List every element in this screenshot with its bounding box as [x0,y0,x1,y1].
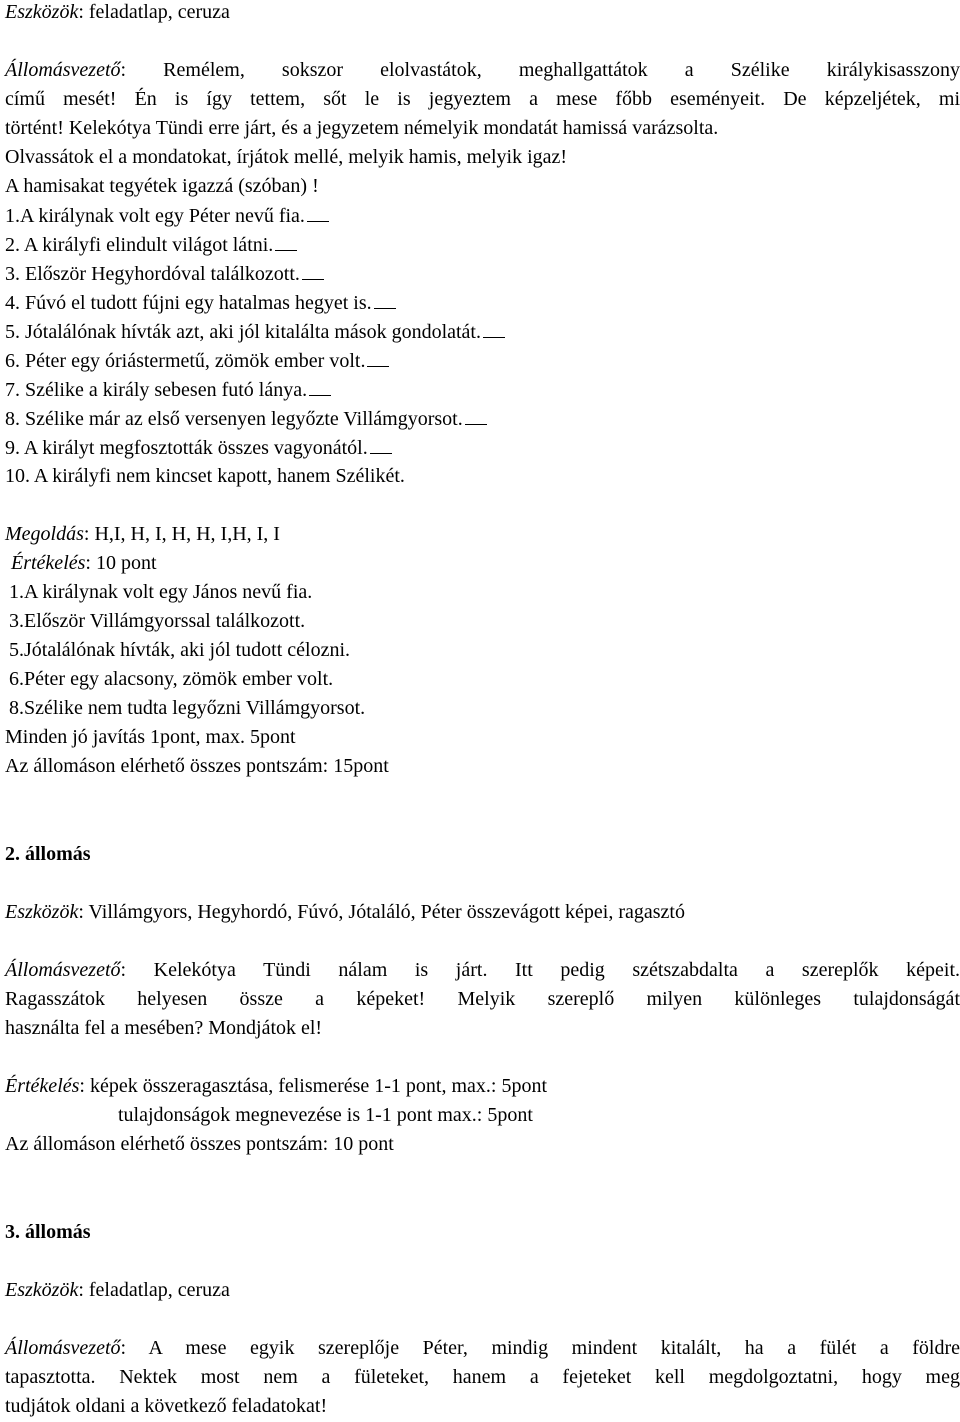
station-total: Az állomáson elérhető összes pontszám: 10 pont [5,1133,394,1155]
answer-blank[interactable] [307,203,329,222]
statement-text: 10. A királyfi nem kincset kapott, hanem Szélikét. [5,465,405,487]
leader-line-1 [5,1336,960,1360]
leader-line-3: használta fel a mesében? Mondjátok el! [5,1017,323,1039]
station-3-heading: 3. állomás [5,1221,91,1243]
statement-text: 6. Péter egy óriástermetű, zömök ember volt. [5,350,366,372]
statement-text: 5. Jótalálónak hívták azt, aki jól kitalálta mások gondolatát. [5,321,481,343]
leader-line-2: tapasztotta. Nektek most nem a fületeket, hanem a fejeteket kell megdolgoztatni, hogy meg [5,1366,960,1388]
correction-points: Minden jó javítás 1pont, max. 5pont [5,726,296,748]
evaluation-keyword: Értékelés [5,1075,80,1097]
leader-keyword: Állomásvezető [5,59,121,81]
evaluation-keyword: Értékelés [11,552,86,574]
evaluation-line [11,551,157,575]
statement-text: 8. Szélike már az első versenyen legyőzte Villámgyorsot. [5,408,463,430]
statement-text: 7. Szélike a király sebesen futó lánya. [5,379,308,401]
answer-blank[interactable] [483,319,505,338]
leader-line-3: történt! Kelekótya Tündi erre járt, és a jegyzetem némelyik mondatát hamissá varázsolta. [5,117,719,139]
answer-blank[interactable] [367,348,389,367]
statement-2 [5,232,297,257]
statement-10 [5,464,405,488]
solution-text: : H,I, H, I, H, H, I,H, I, I [83,523,280,545]
statement-text: 9. A királyt megfosztották összes vagyonától. [5,437,368,459]
leader-text: : A mese egyik szereplője Péter, mindig mindent kitalált, ha a fülét a földre [120,1337,960,1359]
correction-1: 1.A királynak volt egy János nevű fia. [9,581,313,603]
answer-blank[interactable] [370,435,392,454]
leader-line-4: Olvassátok el a mondatokat, írjátok mellé, melyik hamis, melyik igaz! [5,146,568,168]
leader-line-2: Ragasszátok helyesen össze a képeket! Melyik szereplő milyen különleges tulajdonságát [5,988,960,1010]
statement-6 [5,348,389,373]
leader-text: : Kelekótya Tündi nálam is járt. Itt pedig szétszabdalta a szereplők képeit. [120,959,960,981]
statement-text: 4. Fúvó el tudott fújni egy hatalmas hegyet is. [5,292,372,314]
leader-line-1 [5,58,960,82]
tools-line [5,900,685,924]
leader-keyword: Állomásvezető [5,1337,121,1359]
statement-text: 1.A királynak volt egy Péter nevű fia. [5,205,305,227]
statement-text: 3. Először Hegyhordóval találkozott. [5,263,300,285]
statement-5 [5,319,505,344]
leader-line-3: tudjátok oldani a következő feladatokat! [5,1395,328,1417]
leader-keyword: Állomásvezető [5,959,121,981]
answer-blank[interactable] [275,232,297,251]
leader-line-5: A hamisakat tegyétek igazzá (szóban) ! [5,175,319,197]
tools-keyword: Eszközök [5,1279,79,1301]
answer-blank[interactable] [374,290,396,309]
correction-2: 3.Először Villámgyorssal találkozott. [9,610,306,632]
tools-text: : feladatlap, ceruza [78,1279,230,1301]
tools-line [5,0,230,24]
answer-blank[interactable] [309,377,331,396]
evaluation-text: : képek összeragasztása, felismerése 1-1 pont, max.: 5pont [79,1075,548,1097]
leader-line-2: című mesét! Én is így tettem, sőt le is jegyeztem a mese főbb eseményeit. De képzeljétek, mi [5,88,960,110]
solution-keyword: Megoldás [5,523,84,545]
correction-5: 8.Szélike nem tudta legyőzni Villámgyorsot. [9,697,366,719]
answer-blank[interactable] [302,261,324,280]
statement-8 [5,406,487,431]
tools-keyword: Eszközök [5,901,79,923]
evaluation-text: : 10 pont [85,552,157,574]
correction-4: 6.Péter egy alacsony, zömök ember volt. [9,668,334,690]
statement-9 [5,435,392,460]
evaluation-line [5,1074,547,1098]
station-total: Az állomáson elérhető összes pontszám: 15pont [5,755,389,777]
leader-text: : Remélem, sokszor elolvastátok, meghallgattátok a Szélike királykisasszony [120,59,960,81]
statement-7 [5,377,331,402]
answer-blank[interactable] [465,406,487,425]
statement-4 [5,290,396,315]
leader-line-1 [5,958,960,982]
tools-text: : feladatlap, ceruza [78,1,230,23]
solution-line [5,522,280,546]
tools-text: : Villámgyors, Hegyhordó, Fúvó, Jótaláló, Péter összevágott képei, ragasztó [78,901,685,923]
statement-text: 2. A királyfi elindult világot látni. [5,234,274,256]
evaluation-line-2: tulajdonságok megnevezése is 1-1 pont max.: 5pont [118,1104,533,1126]
station-2-heading: 2. állomás [5,843,91,865]
tools-keyword: Eszközök [5,1,79,23]
statement-3 [5,261,324,286]
correction-3: 5.Jótalálónak hívták, aki jól tudott célozni. [9,639,351,661]
tools-line [5,1278,230,1302]
statement-1 [5,203,329,228]
